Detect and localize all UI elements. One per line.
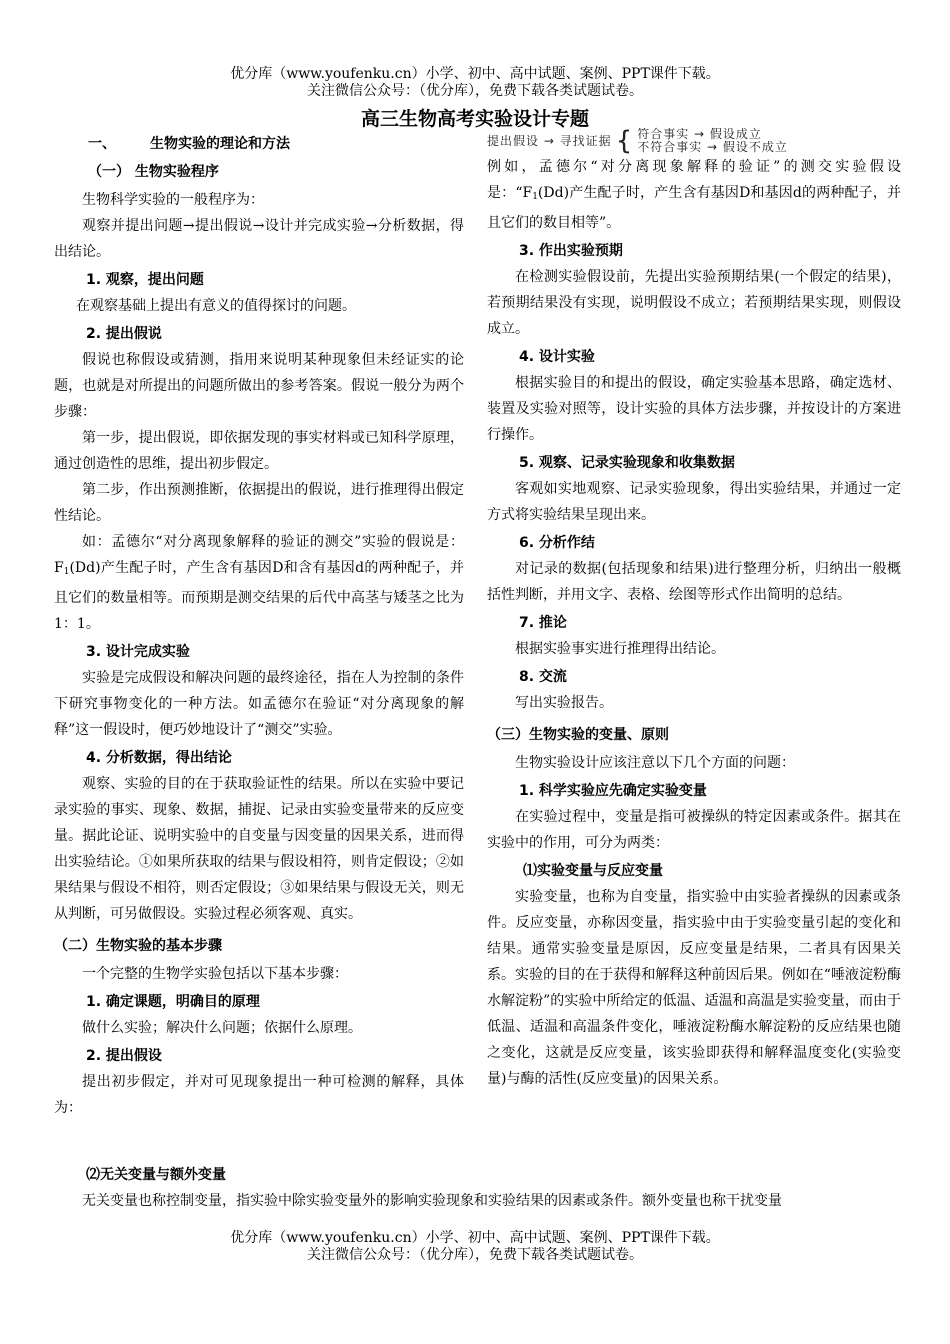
paragraph: 无关变量也称控制变量，指实验中除实验变量外的影响实验现象和实验结果的因素或条件。额外变量也称干扰变量 [82, 1193, 782, 1209]
paragraph: 在实验过程中，变量是指可被操纵的特定因素或条件。据其在实验中的作用，可分为两类： [487, 809, 901, 851]
paragraph: 如：孟德尔“对分离现象解释的验证的测交”实验的假说是：$F_1(Dd)$产生配子时，产生含有基因D和含有基因d的两种配子，并且它们的数量相等。而预期是测交结果的后代中高茎与矮茎之比为1：1。 [54, 534, 464, 632]
left-column [54, 132, 464, 1121]
flow-false: 不符合事实 → 假设不成立 [637, 140, 788, 154]
full-width-section [54, 1160, 904, 1214]
right-column [487, 128, 901, 1092]
flow-start: 提出假设 → 寻找证据 [487, 134, 612, 148]
paragraph: 根据实验目的和提出的假设，确定实验基本思路，确定选材、装置及实验对照等，设计实验的具体方法步骤，并按设计的方案进行操作。 [487, 375, 901, 443]
header-line-1: 优分库（www.youfenku.cn）小学、初中、高中试题、案例、PPT课件下载。 [230, 66, 720, 82]
paragraph: 观察、实验的目的在于获取验证性的结果。所以在实验中要记录实验的事实、现象、数据，捕捉、记录由实验变量带来的反应变量。据此论证、说明实验中的自变量与因变量的因果关系，进而得出实验结论。①如果所获取的结果与假设相符，则肯定假设；②如果结果与假设不相符，则否定假设；③如果结果与假设无关，则无从判断，可另做假设。实验过程必须客观、真实。 [54, 776, 464, 922]
paragraph: 实验是完成假设和解决问题的最终途径，指在人为控制的条件下研究事物变化的一种方法。如孟德尔在验证“对分离现象的解释”这一假设时，便巧妙地设计了“测交”实验。 [54, 670, 464, 738]
paragraph: 客观如实地观察、记录实验现象，得出实验结果，并通过一定方式将实验结果呈现出来。 [487, 481, 901, 523]
footer-line-1: 优分库（www.youfenku.cn）小学、初中、高中试题、案例、PPT课件下载。 [230, 1230, 720, 1246]
page-header [0, 66, 950, 100]
paragraph: 在检测实验假设前，先提出实验预期结果(一个假定的结果)，若预期结果没有实现，说明假设不成立；若预期结果实现，则假设成立。 [487, 269, 901, 337]
step-heading: 2. 提出假设 [86, 1048, 162, 1064]
step-heading: 5. 观察、记录实验现象和收集数据 [519, 455, 735, 471]
step-heading: 2. 提出假说 [86, 326, 162, 342]
brace-symbol: { [615, 126, 634, 156]
paragraph: 写出实验报告。 [515, 695, 613, 711]
flow-true: 符合事实 → 假设成立 [637, 127, 762, 141]
section-heading-1: 一、 生物实验的理论和方法 [88, 136, 290, 152]
step-heading: 7. 推论 [519, 615, 567, 631]
footer-line-2: 关注微信公众号：（优分库），免费下载各类试题试卷。 [307, 1247, 643, 1263]
step-heading: 6. 分析作结 [519, 535, 595, 551]
step-heading: 3. 作出实验预期 [519, 243, 623, 259]
paragraph: 实验变量，也称为自变量，指实验中由实验者操纵的因素或条件。反应变量，亦称因变量，指实验中由于实验变量引起的变化和结果。通常实验变量是原因，反应变量是结果，二者具有因果关系。实验的目的在于获得和解释这种前因后果。例如在“唾液淀粉酶水解淀粉”的实验中所给定的低温、适温和高温是实验变量，而由于低温、适温和高温条件变化，唾液淀粉酶水解淀粉的反应结果也随之变化，这就是反应变量，该实验即获得和解释温度变化(实验变量)与酶的活性(反应变量)的因果关系。 [487, 889, 901, 1087]
header-line-2: 关注微信公众号：（优分库），免费下载各类试题试卷。 [307, 83, 643, 99]
step-heading: 1. 观察，提出问题 [86, 272, 204, 288]
step-heading: 8. 交流 [519, 669, 567, 685]
paragraph: 例如，孟德尔“对分离现象解释的验证”的测交实验假设是：“$F_1(Dd)$产生配子时，产生含有基因D和基因d的两种配子，并且它们的数目相等”。 [487, 159, 901, 231]
paragraph: 生物实验设计应该注意以下几个方面的问题： [515, 755, 795, 771]
paragraph: 对记录的数据(包括现象和结果)进行整理分析，归纳出一般概括性判断，并用文字、表格、绘图等形式作出简明的总结。 [487, 561, 901, 603]
paragraph: 第一步，提出假说，即依据发现的事实材料或已知科学原理，通过创造性的思维，提出初步假定。 [54, 430, 464, 472]
step-heading: 1. 科学实验应先确定实验变量 [519, 783, 707, 799]
step-heading: ⑵无关变量与额外变量 [86, 1167, 226, 1183]
paragraph: 第二步，作出预测推断，依据提出的假说，进行推理得出假定性结论。 [54, 482, 464, 524]
page-footer [0, 1230, 950, 1264]
subsection-heading-3: （三）生物实验的变量、原则 [487, 727, 669, 743]
step-heading: 3. 设计完成实验 [86, 644, 190, 660]
paragraph: 假说也称假设或猜测，指用来说明某种现象但未经证实的论题，也就是对所提出的问题所做出的参考答案。假说一般分为两个步骤： [54, 352, 464, 420]
step-heading: 1. 确定课题，明确目的原理 [86, 994, 260, 1010]
page-title: 高三生物高考实验设计专题 [360, 108, 589, 130]
paragraph: 观察并提出问题→提出假说→设计并完成实验→分析数据，得出结论。 [54, 218, 464, 260]
subsection-heading-1: （一） 生物实验程序 [88, 164, 219, 180]
step-heading: ⑴实验变量与反应变量 [523, 863, 663, 879]
step-heading: 4. 分析数据，得出结论 [86, 750, 232, 766]
paragraph: 生物科学实验的一般程序为： [82, 192, 264, 208]
paragraph: 根据实验事实进行推理得出结论。 [515, 641, 725, 657]
paragraph: 在观察基础上提出有意义的值得探讨的问题。 [76, 298, 356, 314]
step-heading: 4. 设计实验 [519, 349, 595, 365]
paragraph: 提出初步假定，并对可见现象提出一种可检测的解释，具体为： [54, 1074, 464, 1116]
paragraph: 做什么实验；解决什么问题；依据什么原理。 [82, 1020, 362, 1036]
hypothesis-flow-note [487, 128, 901, 154]
paragraph: 一个完整的生物学实验包括以下基本步骤： [82, 966, 348, 982]
subsection-heading-2: （二）生物实验的基本步骤 [54, 938, 222, 954]
